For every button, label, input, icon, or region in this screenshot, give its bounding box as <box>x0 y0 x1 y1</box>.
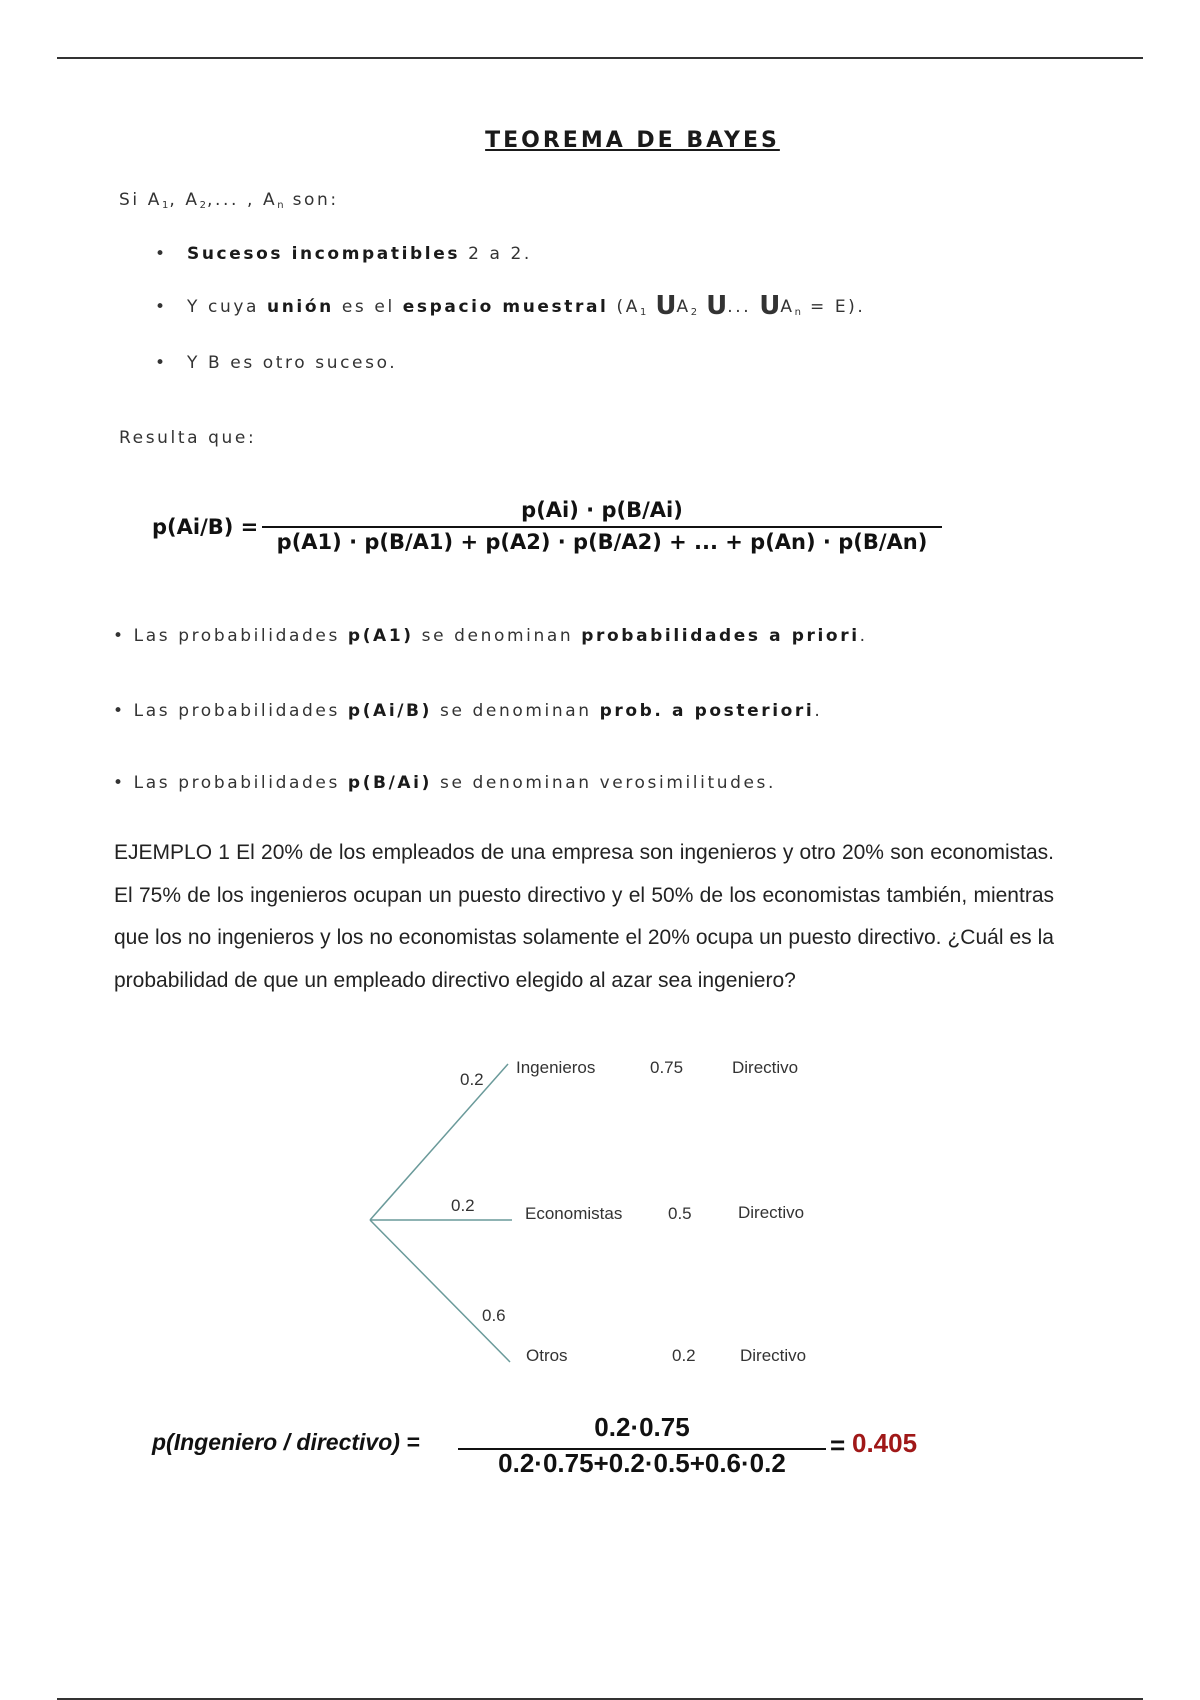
condition-2-dots: ... <box>727 297 752 317</box>
union-icon: U <box>655 291 677 321</box>
note-2-bold: p(Ai/B) <box>347 701 432 721</box>
note-2-mid: se denominan <box>440 701 592 721</box>
tree-condprob-economistas: 0.5 <box>668 1204 692 1223</box>
bullet-icon: • <box>155 297 168 317</box>
note-1-bold2: probabilidades a priori <box>581 626 860 646</box>
intro-a2: , A <box>169 190 200 210</box>
example-formula-result: 0.405 <box>852 1428 918 1458</box>
example-formula-denominator: 0.2·0.75+0.2·0.5+0.6·0.2 <box>498 1448 786 1478</box>
bayes-denominator: p(A1) · p(B/A1) + p(A2) · p(B/A2) + ... + p(An) · p(B/An) <box>276 530 928 554</box>
bayes-lhs: p(Ai/B) = <box>152 515 259 539</box>
bullet-icon: • <box>155 353 168 373</box>
tree-outcome-ingenieros: Directivo <box>732 1058 799 1077</box>
tree-outcome-economistas: Directivo <box>738 1203 805 1222</box>
sub-1: 1 <box>639 307 648 318</box>
note-2-pre: Las probabilidades <box>133 701 340 721</box>
union-icon: U <box>706 291 728 321</box>
example-paragraph: EJEMPLO 1 El 20% de los empleados de una empresa son ingenieros y otro 20% son economistas. El 75% de los ingenieros ocupan un puesto directivo y el 50% de los economistas también, mientras que los no ingenieros y los no economistas solamente el 20% ocupa un puesto directivo. ¿Cuál es la probabilidad de que un empleado directivo elegido al azar sea ingeniero? <box>114 841 1054 992</box>
sub-2: 2 <box>690 307 699 318</box>
condition-2-pre: Y cuya <box>187 297 260 317</box>
page-title: TEOREMA DE BAYES <box>485 128 780 153</box>
condition-2-mid: es el <box>341 297 395 317</box>
bayes-numerator: p(Ai) · p(B/Ai) <box>521 498 683 522</box>
bullet-icon: • <box>113 773 126 793</box>
intro-prefix: Si A <box>119 190 162 210</box>
sub-n: n <box>277 200 285 211</box>
note-3-mid: se denominan verosimilitudes. <box>440 773 776 793</box>
condition-1-bold: Sucesos incompatibles <box>187 244 461 264</box>
condition-2-bold-space: espacio muestral <box>402 297 609 317</box>
example-formula-numerator: 0.2·0.75 <box>594 1412 690 1442</box>
note-2-bold2: prob. a posteriori <box>599 701 815 721</box>
condition-3-text: Y B es otro suceso. <box>187 353 398 373</box>
tree-prob-otros: 0.6 <box>482 1306 506 1325</box>
condition-2-a2: A <box>676 297 691 317</box>
condition-2-close: = E). <box>809 297 866 317</box>
note-3-pre: Las probabilidades <box>133 773 340 793</box>
example-formula-lhs: p(Ingeniero / directivo) = <box>152 1429 420 1455</box>
tree-outcome-otros: Directivo <box>740 1346 807 1365</box>
tree-condprob-ingenieros: 0.75 <box>650 1058 684 1077</box>
bullet-icon: • <box>155 244 168 264</box>
note-3-bold: p(B/Ai) <box>347 773 432 793</box>
intro-suffix: son: <box>292 190 339 210</box>
tree-branch-ingenieros <box>370 1064 508 1220</box>
tree-label-otros: Otros <box>526 1346 568 1365</box>
note-2-end: . <box>814 701 823 721</box>
note-1-pre: Las probabilidades <box>133 626 340 646</box>
example-formula-equals: = <box>830 1430 846 1460</box>
union-icon: U <box>759 291 781 321</box>
tree-condprob-otros: 0.2 <box>672 1346 696 1365</box>
sub-n: n <box>794 307 802 318</box>
tree-label-ingenieros: Ingenieros <box>516 1058 596 1077</box>
sub-2: 2 <box>199 200 207 211</box>
note-1-bold: p(A1) <box>347 626 414 646</box>
condition-2-an: A <box>780 297 795 317</box>
tree-prob-economistas: 0.2 <box>451 1196 475 1215</box>
tree-prob-ingenieros: 0.2 <box>460 1070 484 1089</box>
result-label: Resulta que: <box>119 428 257 448</box>
bullet-icon: • <box>113 626 126 646</box>
intro-dots: ,... , A <box>206 190 278 210</box>
note-1-end: . <box>859 626 868 646</box>
tree-label-economistas: Economistas <box>525 1204 623 1223</box>
tree-branch-otros <box>370 1220 510 1362</box>
note-1-mid: se denominan <box>421 626 574 646</box>
bullet-icon: • <box>113 701 126 721</box>
condition-2-open: (A <box>616 297 640 317</box>
condition-2-bold-union: unión <box>267 297 334 317</box>
sub-1: 1 <box>161 200 170 211</box>
condition-1-rest: 2 a 2. <box>468 244 532 264</box>
